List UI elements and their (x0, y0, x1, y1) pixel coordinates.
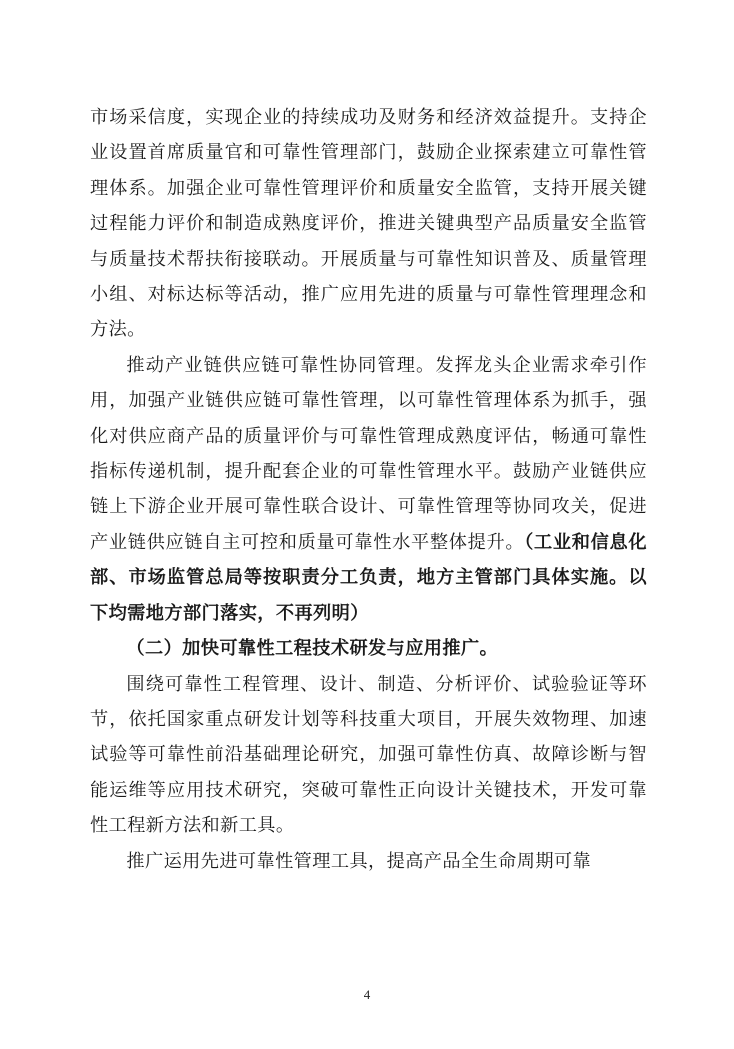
paragraph-engineering-research: 围绕可靠性工程管理、设计、制造、分析评价、试验验证等环节，依托国家重点研发计划等科技重大项目，开展失效物理、加速试验等可靠性前沿基础理论研究，加强可靠性仿真、故障诊断与智能运维等应用技术研究，突破可靠性正向设计关键技术，开发可靠性工程新方法和新工具。 (90, 673, 647, 837)
paragraph-continuation: 市场采信度，实现企业的持续成功及财务和经济效益提升。支持企业设置首席质量官和可靠性管理部门，鼓励企业探索建立可靠性管理体系。加强企业可靠性管理评价和质量安全监管，支持开展关键过程能力评价和制造成熟度评价，推进关键典型产品质量安全监管与质量技术帮扶衔接联动。开展质量与可靠性知识普及、质量管理小组、对标达标等活动，推广应用先进的质量与可靠性管理理念和方法。 (90, 107, 647, 341)
document-body (90, 100, 647, 879)
page-number: 4 (363, 987, 371, 1002)
responsibility-note: （工业和信息化部、市场监管总局等按职责分工负责，地方主管部门具体实施。以下均需地方部门落实，不再列明） (90, 531, 647, 624)
paragraph-supply-chain (90, 348, 647, 631)
section-heading: （二）加快可靠性工程技术研发与应用推广。 (126, 638, 499, 660)
paragraph-supply-chain-text: 推动产业链供应链可靠性协同管理。发挥龙头企业需求牵引作用，加强产业链供应链可靠性管理，以可靠性管理体系为抓手，强化对供应商产品的质量评价与可靠性管理成熟度评估，畅通可靠性指标传递机制，提升配套企业的可靠性管理水平。鼓励产业链供应链上下游企业开展可靠性联合设计、可靠性管理等协同攻关，促进产业链供应链自主可控和质量可靠性水平整体提升。 (90, 354, 647, 553)
paragraph-tools: 推广运用先进可靠性管理工具，提高产品全生命周期可靠 (126, 850, 592, 872)
